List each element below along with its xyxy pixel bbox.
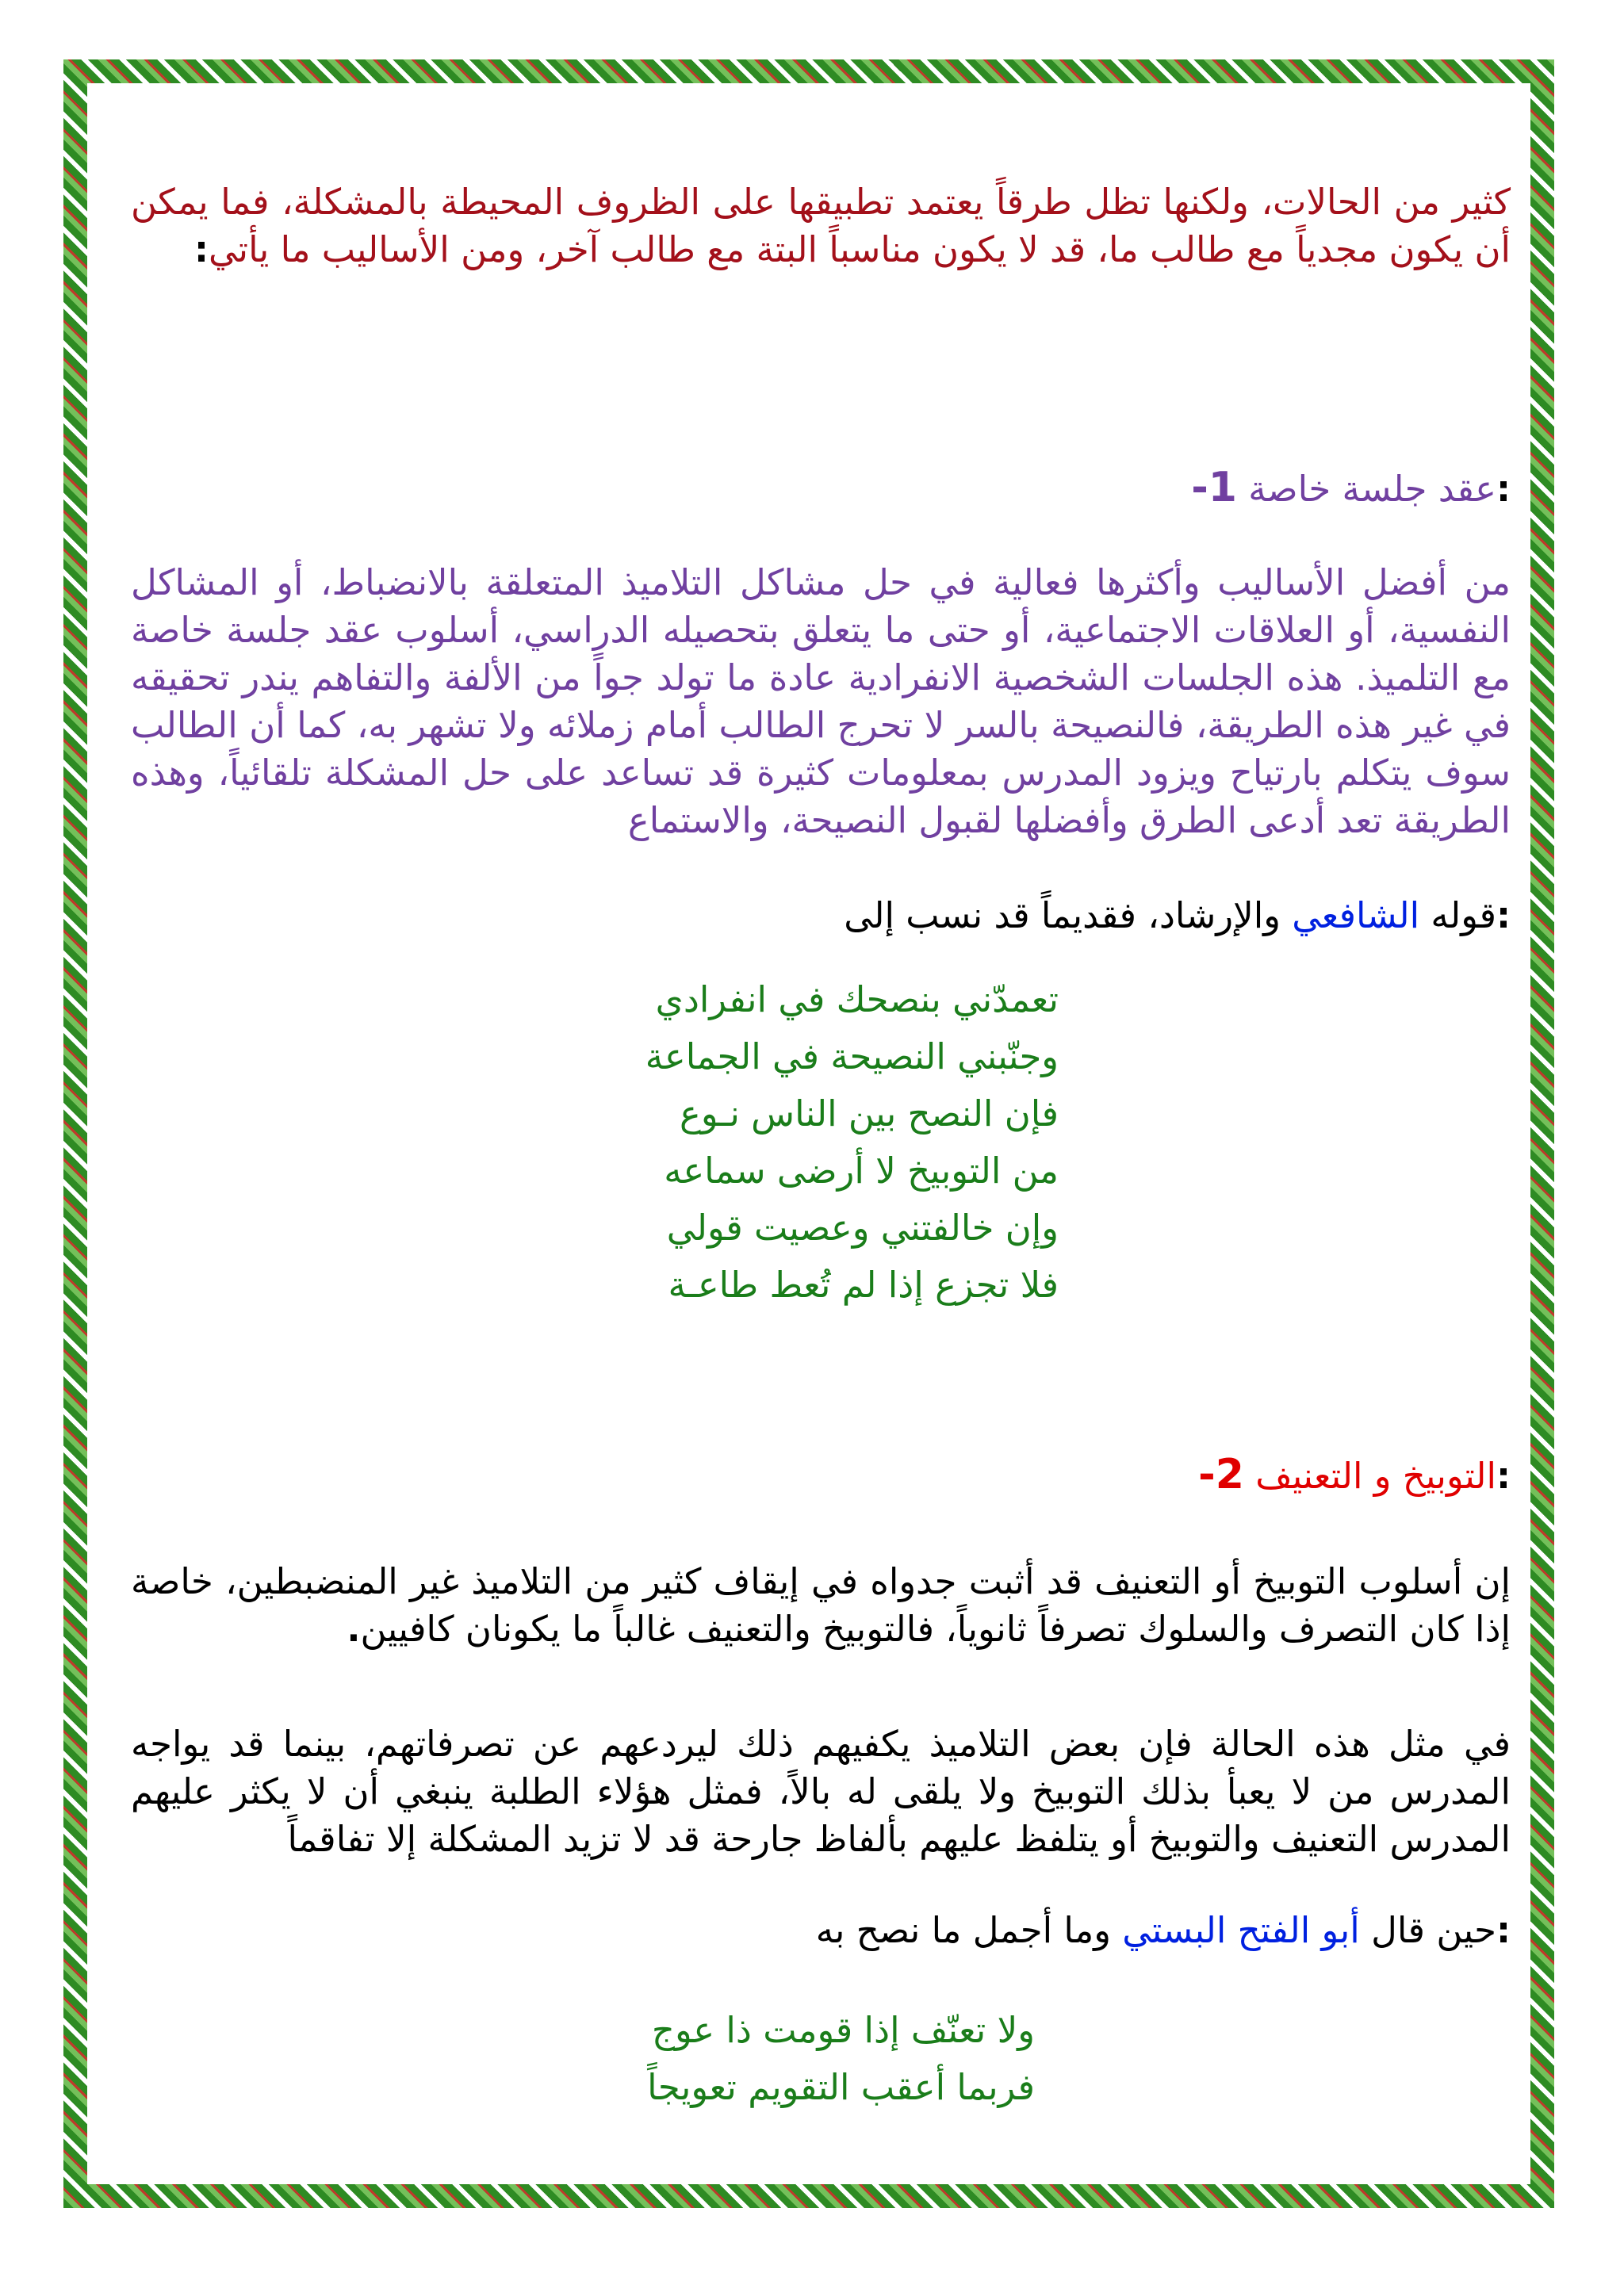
poem2-line: ولا تعنّف إذا قومت ذا عوج <box>651 2009 1035 2051</box>
section2-text1: إن أسلوب التوبيخ أو التعنيف قد أثبت جدواه في إيقاف كثير من التلاميذ غير المنضبطين، خاصة إذا كان التصرف والسلوك تصرفاً ثانوياً، فالتوبيخ والتعنيف غالباً ما يكونان كافيين <box>131 1560 1511 1650</box>
section2-attr-after: وما أجمل ما نصح به <box>815 1909 1111 1951</box>
section1-title: عقد جلسة خاصة <box>1248 468 1496 510</box>
document-body <box>131 178 1511 2176</box>
section2-attr-name: أبو الفتح البستي <box>1122 1909 1360 1951</box>
poem1-line: تعمدّني بنصحك في انفرادي <box>655 978 1059 1020</box>
poem1-line: وإن خالفتني وعصيت قولي <box>666 1207 1059 1249</box>
section1-number: 1- <box>1191 464 1237 511</box>
section2-dot: . <box>347 1608 361 1650</box>
section2-text2: في مثل هذه الحالة فإن بعض التلاميذ يكفيهم ذلك ليردعهم عن تصرفاتهم، بينما قد يواجه المدرس من لا يعبأ بذلك التوبيخ ولا يلقى له بالاً، فمثل هؤلاء الطلبة ينبغي أن لا يكثر عليهم المدرس التعنيف والتوبيخ أو يتلفظ عليهم بألفاظ جارحة قد لا تزيد المشكلة إلا تفاقماً <box>131 1723 1511 1860</box>
section1-paragraph <box>131 559 1511 844</box>
intro-text: كثير من الحالات، ولكنها تظل طرقاً يعتمد تطبيقها على الظروف المحيطة بالمشكلة، فما يمكن أن يكون مجدياً مع طالب ما، قد لا يكون مناسباً البتة مع طالب آخر، ومن الأساليب ما يأتي <box>131 181 1511 270</box>
poem1-line: فلا تجزع إذا لم تُعط طاعـة <box>668 1264 1059 1306</box>
section1-colon2: : <box>1496 894 1511 936</box>
section2-attr-before: حين قال <box>1371 1909 1496 1951</box>
section2-colon: : <box>1496 1455 1511 1497</box>
intro-colon: : <box>194 228 209 270</box>
section1-attr-before: فقديماً قد نسب إلى <box>844 894 1137 936</box>
section2-attribution <box>131 1907 1511 1954</box>
section2-title: التوبيخ و التعنيف <box>1255 1455 1496 1497</box>
poem1-line: فإن النصح بين الناس نـوع <box>680 1093 1059 1135</box>
section2-paragraph1 <box>131 1558 1511 1653</box>
poem2-line: فربما أعقب التقويم تعويجاً <box>647 2066 1035 2108</box>
poem1 <box>131 971 1511 1314</box>
section1-attribution <box>131 892 1511 939</box>
poem1-line: من التوبيخ لا أرضى سماعه <box>664 1150 1059 1192</box>
section1-attr-last: قوله <box>1431 894 1496 936</box>
intro-paragraph <box>131 178 1511 274</box>
poem2 <box>131 2002 1511 2116</box>
section1-heading <box>131 464 1511 513</box>
section2-paragraph2 <box>131 1720 1511 1863</box>
section2-heading <box>131 1451 1511 1500</box>
section1-attr-name: الشافعي <box>1292 894 1420 936</box>
section2-colon2: : <box>1496 1909 1511 1951</box>
section1-text: من أفضل الأساليب وأكثرها فعالية في حل مشاكل التلاميذ المتعلقة بالانضباط، أو المشاكل النفسية، أو العلاقات الاجتماعية، أو حتى ما يتعلق بتحصيله الدراسي، أسلوب عقد جلسة خاصة مع التلميذ. هذه الجلسات الشخصية الانفرادية عادة ما تولد جواً من الألفة والتفاهم يندر تحقيقه في غير هذه الطريقة، فالنصيحة بالسر لا تحرج الطالب أمام زملائه ولا تشهر به، كما أن الطالب سوف يتكلم بارتياح ويزود المدرس بمعلومات كثيرة قد تساعد على حل المشكلة تلقائياً، وهذه الطريقة تعد أدعى الطرق وأفضلها لقبول النصيحة، والاستماع <box>131 561 1511 841</box>
section1-attr-after: والإرشاد، <box>1147 894 1281 936</box>
section1-colon: : <box>1496 468 1511 510</box>
poem1-line: وجنّبني النصيحة في الجماعة <box>645 1035 1059 1077</box>
section2-number: 2- <box>1198 1451 1244 1498</box>
